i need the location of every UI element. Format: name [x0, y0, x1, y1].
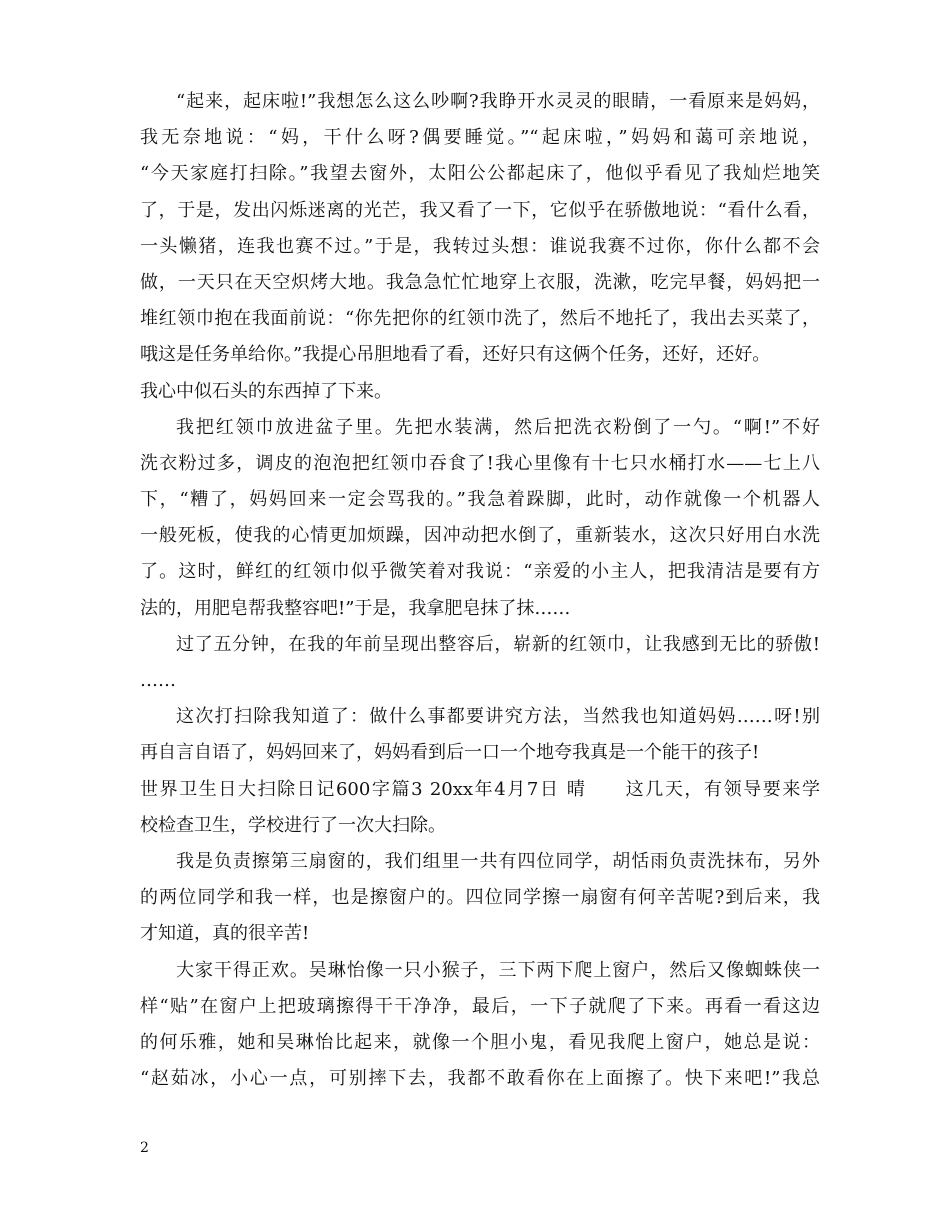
document-body: [140, 84, 820, 1097]
text-line: 世界卫生日大扫除日记600字篇3 20xx年4月7日 晴 这几天，有领导要来学: [140, 778, 820, 800]
text-line: 再自言自语了，妈妈回来了，妈妈看到后一口一个地夸我真是一个能干的孩子!: [140, 742, 760, 764]
text-line: 这次打扫除我知道了：做什么事都要讲究方法，当然我也知道妈妈……呀!别: [176, 706, 820, 728]
text-line: 的两位同学和我一样，也是擦窗户的。四位同学擦一扇窗有何辛苦呢?到后来，我: [140, 887, 820, 909]
text-line: 的何乐雅，她和吴琳怡比起来，就像一个胆小鬼，看见我爬上窗户，她总是说：: [140, 1031, 820, 1053]
text-line: ……: [140, 670, 176, 691]
text-line: 堆红领巾抱在我面前说：“你先把你的红领巾洗了，然后不地托了，我出去买菜了，: [140, 308, 820, 330]
text-line: 样“贴”在窗户上把玻璃擦得干干净净，最后，一下子就爬了下来。再看一看这边: [140, 995, 820, 1017]
text-line: 我无奈地说：“妈，干什么呀?偶要睡觉。”“起床啦，”妈妈和蔼可亲地说，: [140, 127, 820, 149]
text-line: 我把红领巾放进盆子里。先把水装满，然后把洗衣粉倒了一勺。“啊!”不好: [176, 416, 820, 438]
page-number: 2: [140, 1140, 149, 1156]
text-line: 下，“糟了，妈妈回来一定会骂我的。”我急着跺脚，此时，动作就像一个机器人: [140, 489, 820, 511]
text-line: 了，于是，发出闪烁迷离的光芒，我又看了一下，它似乎在骄傲地说：“看什么看，: [140, 199, 820, 221]
text-line: 才知道，真的很辛苦!: [140, 923, 310, 945]
text-line: 洗衣粉过多，调皮的泡泡把红领巾吞食了!我心里像有十七只水桶打水——七上八: [140, 452, 820, 474]
text-line: “起来，起床啦!”我想怎么这么吵啊?我睁开水灵灵的眼睛，一看原来是妈妈，: [176, 91, 820, 112]
text-line: “赵茹冰，小心一点，可别摔下去，我都不敢看你在上面擦了。快下来吧!”我总: [140, 1068, 820, 1090]
text-line: 校检查卫生，学校进行了一次大扫除。: [140, 814, 446, 836]
text-line: 法的，用肥皂帮我整容吧!”于是，我拿肥皂抹了抹……: [140, 597, 571, 619]
text-line: 大家干得正欢。吴琳怡像一只小猴子，三下两下爬上窗户，然后又像蜘蛛侠一: [176, 959, 820, 981]
text-line: 我心中似石头的东西掉了下来。: [140, 380, 392, 402]
text-line: 哦这是任务单给你。”我提心吊胆地看了看，还好只有这俩个任务，还好，还好。: [140, 344, 771, 366]
text-line: 做，一天只在天空炽烤大地。我急急忙忙地穿上衣服，洗漱，吃完早餐，妈妈把一: [140, 271, 820, 293]
text-line: “今天家庭打扫除。”我望去窗外，太阳公公都起床了，他似乎看见了我灿烂地笑: [140, 163, 820, 185]
text-line: 过了五分钟，在我的年前呈现出整容后，崭新的红领巾，让我感到无比的骄傲!: [176, 633, 820, 655]
text-line: 了。这时，鲜红的红领巾似乎微笑着对我说：“亲爱的小主人，把我清洁是要有方: [140, 561, 820, 583]
text-line: 一头懒猪，连我也赛不过。”于是，我转过头想：谁说我赛不过你，你什么都不会: [140, 235, 820, 257]
text-line: 我是负责擦第三扇窗的，我们组里一共有四位同学，胡恬雨负责洗抹布，另外: [176, 850, 820, 872]
text-line: 一般死板，使我的心情更加烦躁，因冲动把水倒了，重新装水，这次只好用白水洗: [140, 525, 820, 547]
